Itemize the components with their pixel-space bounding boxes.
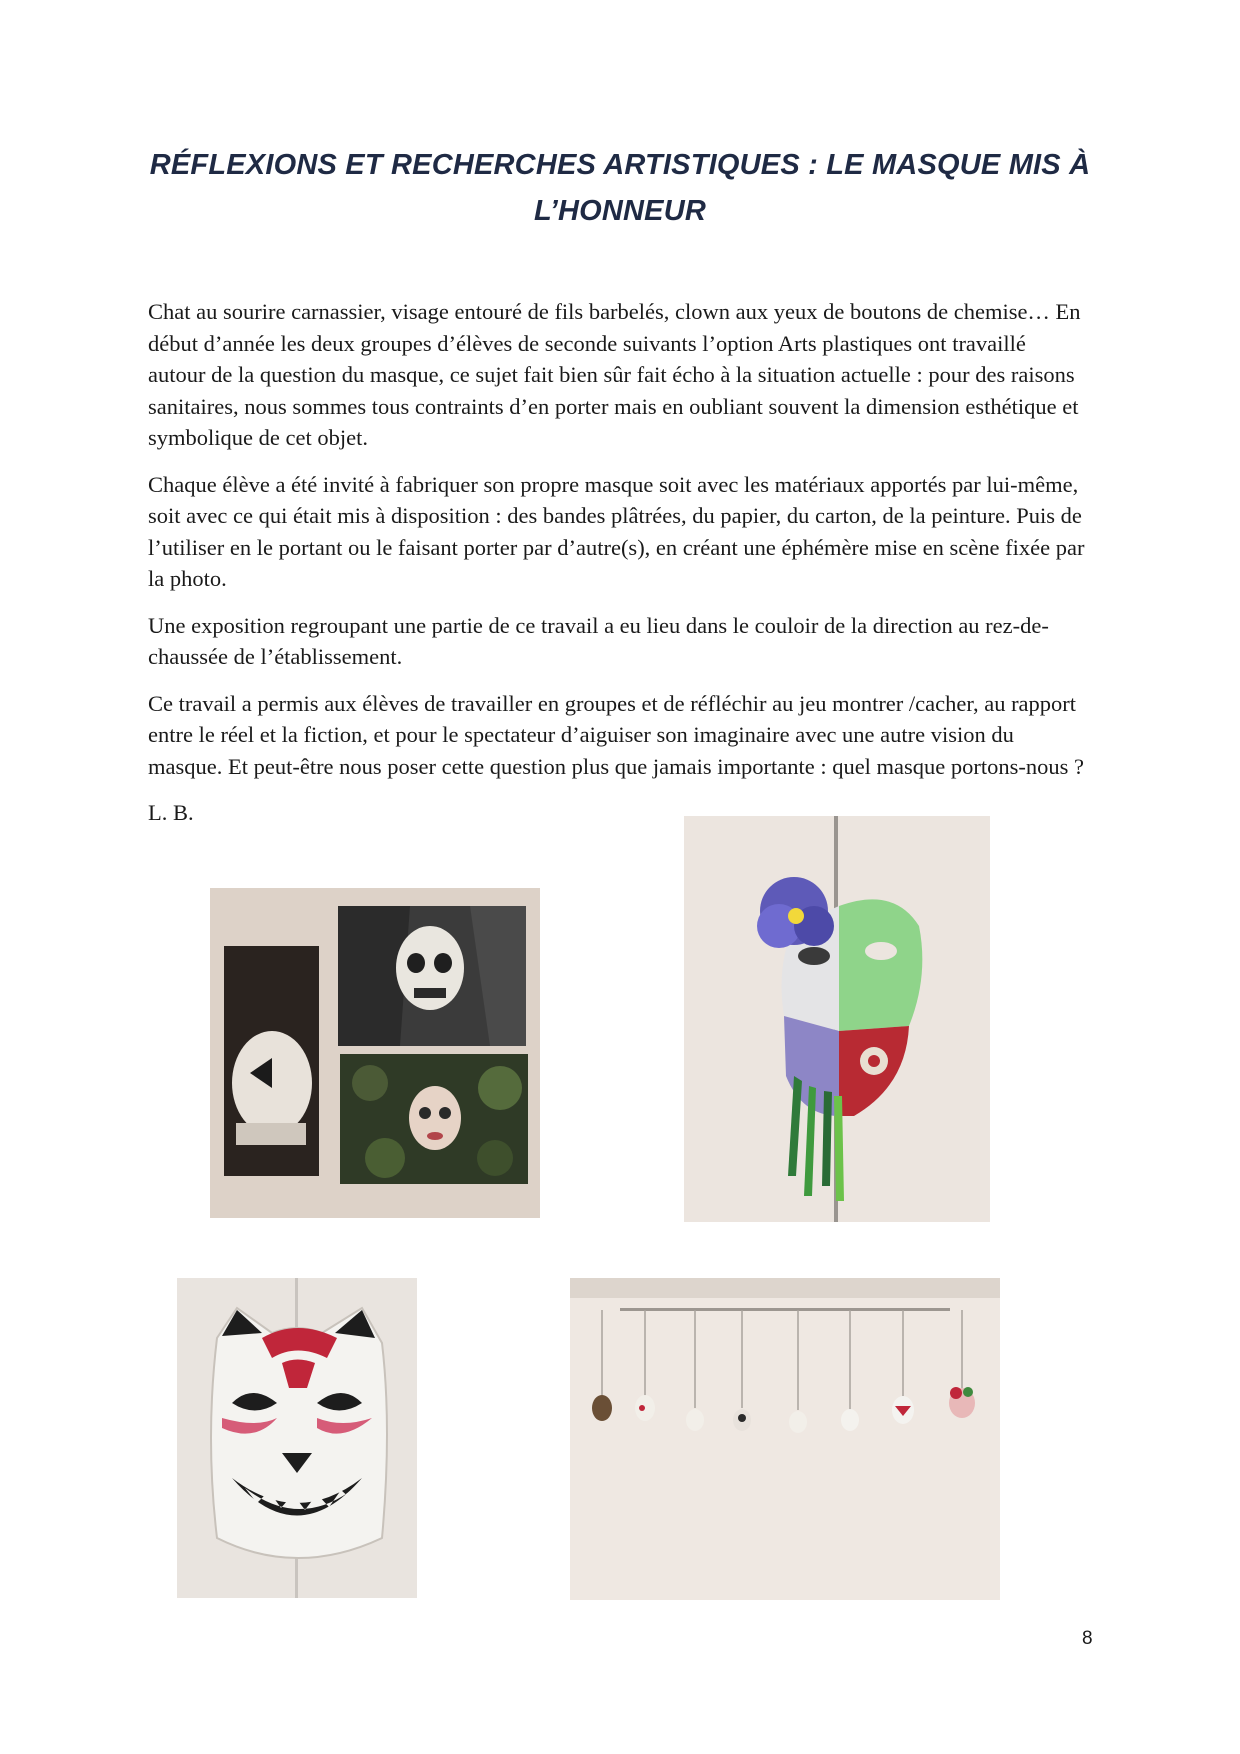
paragraph-1: Chat au sourire carnassier, visage entouré de fils barbelés, clown aux yeux de boutons de chemise… En début d’année les deux groupes d’élèves de seconde suivants l’option Arts plastiques ont travaillé autour de la question du masque, ce sujet fait bien sûr fait écho à la situation actuelle : pour des raisons sanitaires, nous sommes tous contraints d’en porter mais en oubliant souvent la dimension esthétique et symbolique de cet objet.: [148, 299, 1081, 450]
page-title: RÉFLEXIONS ET RECHERCHES ARTISTIQUES : LE MASQUE MIS À L’HONNEUR: [149, 149, 1091, 227]
page-number: 8: [1082, 1628, 1093, 1649]
photo-fox-mask: [177, 1278, 417, 1598]
paragraph-4: Ce travail a permis aux élèves de travailler en groupes et de réfléchir au jeu montrer /cacher, au rapport entre le réel et la fiction, et pour le spectateur d’aiguiser son imaginaire avec une autre vision du masque. Et peut-être nous poser cette question plus que jamais importante : quel masque portons-nous ?: [148, 690, 1085, 779]
article-body: [148, 296, 1088, 844]
photo-flower-mask: [684, 816, 990, 1222]
signature: L. B.: [148, 800, 194, 825]
paragraph-2: Chaque élève a été invité à fabriquer son propre masque soit avec les matériaux apportés par lui-même, soit avec ce qui était mis à disposition : des bandes plâtrées, du papier, du carton, de la peinture. Puis de l’utiliser en le portant ou le faisant porter par d’autre(s), en créant une éphémère mise en scène fixée par la photo.: [148, 471, 1085, 591]
paragraph-3: Une exposition regroupant une partie de ce travail a eu lieu dans le couloir de la direction au rez-de-chaussée de l’établissement.: [148, 612, 1049, 669]
photo-hanging-masks: [570, 1278, 1000, 1600]
photo-exhibition-prints: [210, 888, 540, 1218]
